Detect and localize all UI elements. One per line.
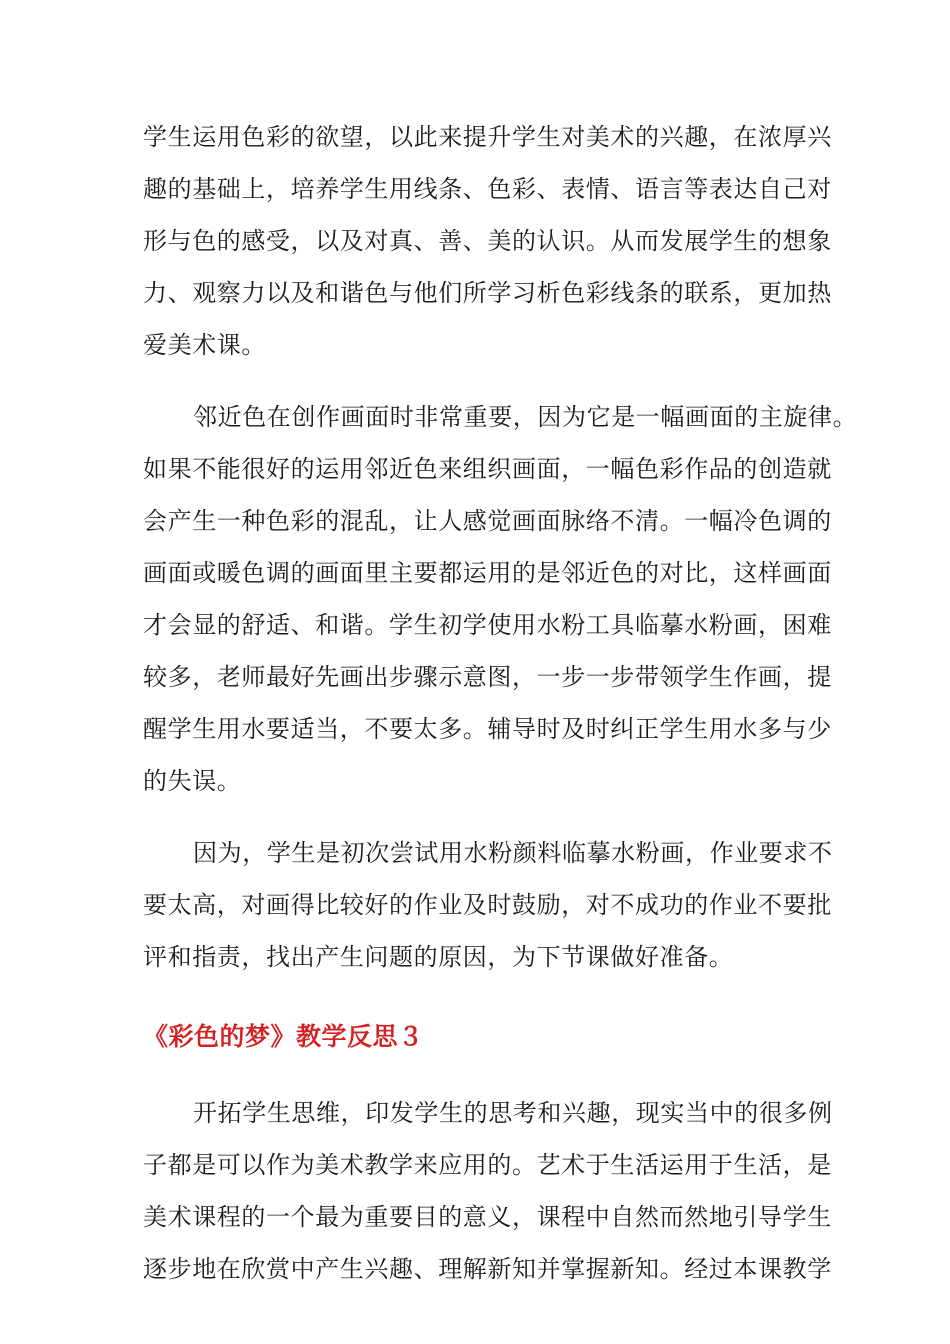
paragraph-4 xyxy=(143,1087,833,1295)
paragraph-2 xyxy=(143,391,858,807)
section-heading: 《彩色的梦》教学反思３ xyxy=(143,1022,424,1051)
paragraph-line: 美术课程的一个最为重要目的意义，课程中自然而然地引导学生 xyxy=(143,1203,832,1231)
paragraph-line: 才会显的舒适、和谐。学生初学使用水粉工具临摹水粉画，困难 xyxy=(143,611,832,639)
paragraph-3 xyxy=(143,827,833,983)
paragraph-line: 子都是可以作为美术教学来应用的。艺术于生活运用于生活，是 xyxy=(143,1151,832,1179)
paragraph-line: 的失误。 xyxy=(143,767,242,795)
paragraph-line: 爱美术课。 xyxy=(143,331,266,359)
paragraph-line: 如果不能很好的运用邻近色来组织画面，一幅色彩作品的创造就 xyxy=(143,455,832,483)
paragraph-line: 形与色的感受，以及对真、善、美的认识。从而发展学生的想象 xyxy=(143,227,832,255)
paragraph-line: 因为，学生是初次尝试用水粉颜料临摹水粉画，作业要求不 xyxy=(193,839,833,867)
paragraph-line: 要太高，对画得比较好的作业及时鼓励，对不成功的作业不要批 xyxy=(143,891,832,919)
paragraph-line: 学生运用色彩的欲望，以此来提升学生对美术的兴趣，在浓厚兴 xyxy=(143,123,832,151)
paragraph-line: 邻近色在创作画面时非常重要，因为它是一幅画面的主旋律。 xyxy=(193,403,858,431)
document-body xyxy=(143,111,858,1295)
paragraph-1 xyxy=(143,111,832,371)
paragraph-line: 较多，老师最好先画出步骤示意图，一步一步带领学生作画，提 xyxy=(143,663,832,691)
paragraph-line: 力、观察力以及和谐色与他们所学习析色彩线条的联系，更加热 xyxy=(143,279,832,307)
paragraph-line: 开拓学生思维，印发学生的思考和兴趣，现实当中的很多例 xyxy=(193,1099,833,1127)
paragraph-line: 画面或暖色调的画面里主要都运用的是邻近色的对比，这样画面 xyxy=(143,559,832,587)
paragraph-line: 逐步地在欣赏中产生兴趣、理解新知并掌握新知。经过本课教学 xyxy=(143,1255,832,1283)
paragraph-line: 趣的基础上，培养学生用线条、色彩、表情、语言等表达自己对 xyxy=(143,175,832,203)
paragraph-line: 醒学生用水要适当，不要太多。辅导时及时纠正学生用水多与少 xyxy=(143,715,832,743)
paragraph-line: 会产生一种色彩的混乱，让人感觉画面脉络不清。一幅冷色调的 xyxy=(143,507,832,535)
paragraph-line: 评和指责，找出产生问题的原因，为下节课做好准备。 xyxy=(143,943,734,971)
